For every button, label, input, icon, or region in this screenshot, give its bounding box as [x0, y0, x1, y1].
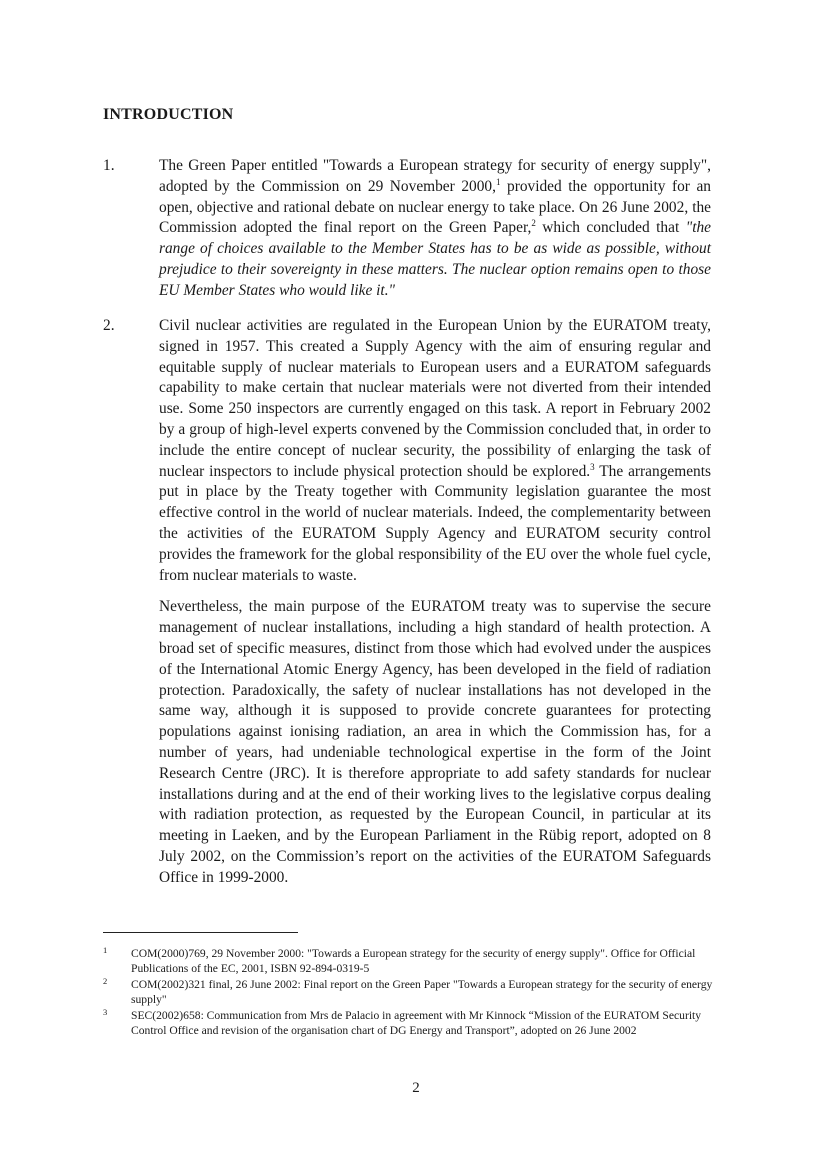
paragraph-text — [159, 597, 711, 888]
section-heading: INTRODUCTION — [103, 106, 234, 123]
footnote-ref[interactable]: 1 — [495, 176, 501, 187]
footnote-number: 1 — [103, 945, 108, 955]
footnote-text: SEC(2002)658: Communication from Mrs de Palacio in agreement with Mr Kinnock “Mission of the EURATOM Security Control Office and revision of the organisation chart of DG Energy and Transport”, adopted on 26 June 2002 — [131, 1009, 702, 1037]
text-run: The Green Paper entitled "Towards a European strategy for security of energy supply", adopted by the Commission on 29 November 2000, — [159, 157, 711, 195]
paragraph-1 — [103, 156, 711, 313]
paragraph-text — [159, 316, 711, 586]
paragraph-text — [159, 156, 711, 302]
footnote-number: 2 — [103, 976, 108, 986]
paragraph-body — [159, 156, 711, 302]
footnote — [103, 977, 715, 1007]
footnote-separator — [103, 932, 298, 933]
paragraph-number: 1. — [103, 157, 115, 174]
text-run: provided the opportunity for an open, objective and rational debate on nuclear energy to take place. On 26 June 2002, the Commission adopted the final report on the Green Paper, — [159, 177, 711, 237]
quotation: "the range of choices available to the Member States has to be as wide as possible, without prejudice to their sovereignty in these matters. The nuclear option remains open to those EU Member States who would like it." — [159, 219, 711, 299]
footnote — [103, 946, 715, 976]
footnote-ref[interactable]: 2 — [531, 218, 536, 229]
footnote-text: COM(2002)321 final, 26 June 2002: Final report on the Green Paper "Towards a European strategy for the security of energy supply" — [131, 978, 713, 1006]
paragraph-number: 2. — [103, 317, 115, 334]
text-run: Nevertheless, the main purpose of the EURATOM treaty was to supervise the secure management of nuclear installations, including a high standard of health protection. A broad set of specific measures, distinct from those which had evolved under the auspices of the International Atomic Energy Agency, has been developed in the field of radiation protection. Paradoxically, the safety of nuclear installations has not developed in the same way, although it is supposed to provide concrete guarantees for protecting populations against ionising radiation, an area in which the Commission has, for a number of years, had undeniable technological expertise in the form of the Joint Research Centre (JRC). It is therefore appropriate to add safety standards for nuclear installations during and at the end of their working lives to the legislative corpus dealing with radiation protection, as requested by the European Council, in particular at its meeting in Laeken, and by the European Parliament in the Rübig report, adopted on 8 July 2002, on the Commission’s report on the activities of the EURATOM Safeguards Office in 1999-2000. — [159, 598, 711, 886]
footnote-text: COM(2000)769, 29 November 2000: "Towards a European strategy for the security of energy supply". Office for Official Publications of the EC, 2001, ISBN 92-894-0319-5 — [131, 947, 696, 975]
text-run: Civil nuclear activities are regulated in the European Union by the EURATOM treaty, signed in 1957. This created a Supply Agency with the aim of ensuring regular and equitable supply of nuclear materials to European users and a EURATOM safeguards capability to make certain that nuclear materials were not diverted from their intended use. Some 250 inspectors are currently engaged on this task. A report in February 2002 by a group of high-level experts convened by the Commission concluded that, in order to include the entire concept of nuclear security, the possibility of enlarging the task of nuclear inspectors to include physical protection should be explored. — [159, 317, 711, 480]
footnote — [103, 1008, 715, 1038]
footnotes — [103, 946, 715, 1039]
text-run: The arrangements put in place by the Treaty together with Community legislation guarantee the most effective control in the world of nuclear materials. Indeed, the complementarity between the activities of the EURATOM Supply Agency and EURATOM security control provides the framework for the global responsibility of the EU over the whole fuel cycle, from nuclear materials to waste. — [159, 462, 711, 584]
paragraph-body — [159, 316, 711, 889]
text-run: which concluded that — [535, 219, 686, 237]
paragraph-2 — [103, 316, 711, 900]
page-number: 2 — [412, 1080, 420, 1096]
footnote-ref[interactable]: 3 — [590, 461, 595, 472]
footnote-number: 3 — [103, 1007, 108, 1017]
